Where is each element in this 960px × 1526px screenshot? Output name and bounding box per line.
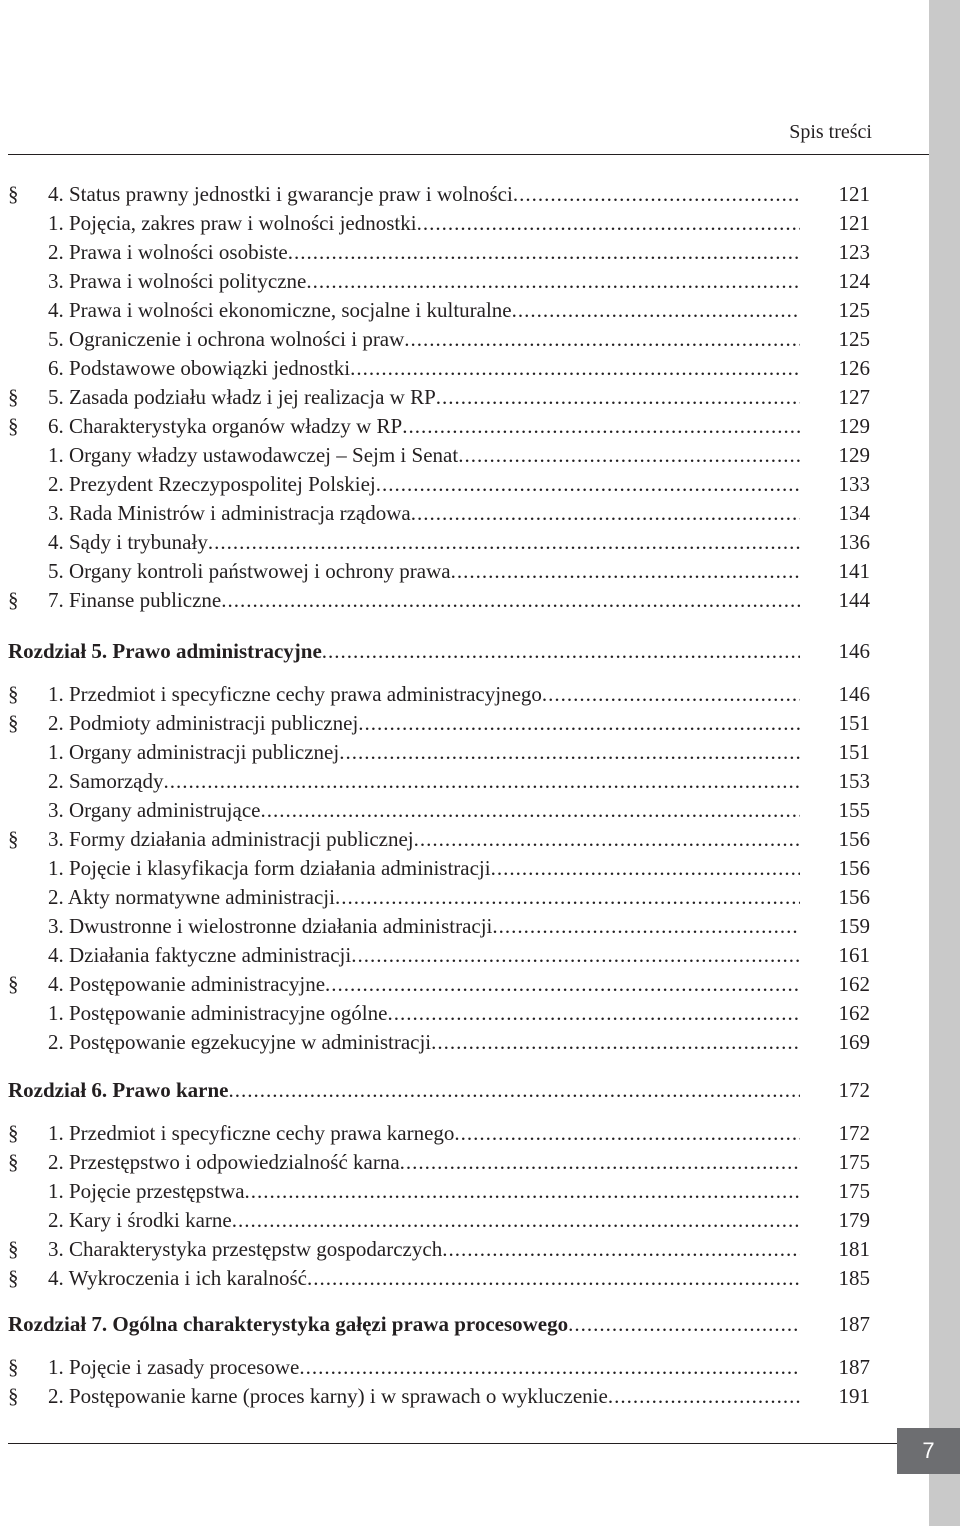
toc-entry-label: 2. Postępowanie egzekucyjne w administracji (48, 1030, 432, 1054)
toc-entry-label: 2. Prawa i wolności osobiste (48, 240, 288, 264)
toc-page-number: 153 (838, 769, 870, 793)
toc-entry-title (8, 1028, 431, 1057)
toc-entry[interactable] (8, 738, 870, 767)
toc-page-number: 144 (838, 588, 870, 612)
footer-rule (8, 1443, 929, 1444)
toc-entry[interactable] (8, 854, 870, 883)
dot-leader (306, 267, 800, 296)
toc-entry[interactable] (8, 1264, 870, 1293)
dot-leader (232, 1206, 800, 1235)
toc-entry[interactable] (8, 941, 870, 970)
toc-chapter-entry[interactable] (8, 1310, 870, 1339)
toc-page-number: 172 (838, 1121, 870, 1145)
toc-entry-title (8, 970, 325, 999)
dot-leader (208, 528, 800, 557)
toc-entry[interactable] (8, 354, 870, 383)
toc-entry-title (8, 441, 458, 470)
toc-entry-label: 2. Postępowanie karne (proces karny) i w sprawach o wykluczenie (48, 1384, 608, 1408)
toc-entry[interactable] (8, 970, 870, 999)
toc-entry[interactable] (8, 296, 870, 325)
dot-leader (288, 238, 800, 267)
toc-entry-title (8, 238, 288, 267)
toc-entry[interactable] (8, 1235, 870, 1264)
toc-entry-title (8, 738, 339, 767)
toc-entry-title (8, 209, 417, 238)
toc-entry-title (8, 1177, 245, 1206)
dot-leader (350, 354, 800, 383)
toc-entry-title (8, 1310, 568, 1339)
dot-leader (387, 999, 800, 1028)
dot-leader (512, 296, 800, 325)
section-symbol: § (8, 1237, 19, 1261)
dot-leader (542, 680, 800, 709)
toc-entry-label: Rozdział 7. Ogólna charakterystyka gałęzi prawa procesowego (8, 1312, 569, 1336)
toc-page-number: 121 (838, 211, 870, 235)
toc-page-number: 156 (838, 827, 870, 851)
toc-entry[interactable] (8, 1353, 870, 1382)
toc-page-number: 141 (838, 559, 870, 583)
toc-entry-label: 4. Prawa i wolności ekonomiczne, socjalne i kulturalne (48, 298, 512, 322)
toc-entry-label: 4. Status prawny jednostki i gwarancje praw i wolności (48, 182, 513, 206)
toc-entry-label: 2. Kary i środki karne (48, 1208, 232, 1232)
toc-entry-title (8, 354, 350, 383)
dot-leader (339, 738, 800, 767)
dot-leader (442, 1235, 800, 1264)
toc-page-number: 125 (838, 327, 870, 351)
toc-page-number: 187 (838, 1355, 870, 1379)
toc-entry[interactable] (8, 912, 870, 941)
toc-entry[interactable] (8, 825, 870, 854)
toc-entry[interactable] (8, 709, 870, 738)
toc-page-number: 136 (838, 530, 870, 554)
toc-entry-label: 3. Dwustronne i wielostronne działania administracji (48, 914, 493, 938)
toc-page-number: 121 (838, 182, 870, 206)
toc-page-number: 155 (838, 798, 870, 822)
toc-entry[interactable] (8, 499, 870, 528)
toc-page-number: 156 (838, 856, 870, 880)
toc-entry-label: 3. Formy działania administracji publicznej (48, 827, 414, 851)
toc-entry-label: 5. Zasada podziału władz i jej realizacja w RP (48, 385, 436, 409)
toc-entry[interactable] (8, 325, 870, 354)
toc-entry[interactable] (8, 412, 870, 441)
dot-leader (568, 1310, 800, 1339)
toc-entry-label: 4. Postępowanie administracyjne (48, 972, 326, 996)
toc-page-number: 123 (838, 240, 870, 264)
toc-entry-title (8, 767, 163, 796)
toc-page-number: 161 (838, 943, 870, 967)
toc-entry-title (8, 941, 351, 970)
toc-page-number: 129 (838, 414, 870, 438)
toc-entry-label: 1. Pojęcie i zasady procesowe (48, 1355, 300, 1379)
running-head: Spis treści (789, 121, 872, 143)
toc-page-number: 129 (838, 443, 870, 467)
toc-page-number: 146 (838, 639, 870, 663)
toc-entry[interactable] (8, 883, 870, 912)
toc-entry[interactable] (8, 557, 870, 586)
toc-entry-label: 6. Charakterystyka organów władzy w RP (48, 414, 403, 438)
toc-entry[interactable] (8, 470, 870, 499)
toc-entry-label: 2. Prezydent Rzeczypospolitej Polskiej (48, 472, 376, 496)
dot-leader (414, 825, 800, 854)
section-symbol: § (8, 1121, 19, 1145)
section-symbol: § (8, 1266, 19, 1290)
toc-entry-label: 2. Przestępstwo i odpowiedzialność karna (48, 1150, 400, 1174)
toc-page-number: 179 (838, 1208, 870, 1232)
toc-entry-label: Rozdział 5. Prawo administracyjne (8, 639, 322, 663)
toc-entry-title (8, 470, 376, 499)
toc-entry[interactable] (8, 680, 870, 709)
toc-entry-title (8, 1353, 299, 1382)
toc-entry[interactable] (8, 1382, 870, 1411)
toc-entry-label: 5. Ograniczenie i ochrona wolności i praw (48, 327, 405, 351)
toc-entry-title (8, 912, 492, 941)
toc-entry-title (8, 796, 260, 825)
dot-leader (417, 209, 800, 238)
toc-entry[interactable] (8, 796, 870, 825)
toc-entry-title (8, 1119, 454, 1148)
toc-page-number: 159 (838, 914, 870, 938)
toc-entry-label: 1. Przedmiot i specyficzne cechy prawa administracyjnego (48, 682, 542, 706)
dot-leader (260, 796, 800, 825)
dot-leader (513, 180, 800, 209)
toc-entry-label: 1. Postępowanie administracyjne ogólne (48, 1001, 388, 1025)
toc-page-number: 172 (838, 1078, 870, 1102)
dot-leader (431, 1028, 800, 1057)
toc-entry-label: 5. Organy kontroli państwowej i ochrony prawa (48, 559, 451, 583)
toc-entry[interactable] (8, 1148, 870, 1177)
dot-leader (492, 912, 800, 941)
toc-entry[interactable] (8, 238, 870, 267)
dot-leader (307, 1264, 800, 1293)
toc-entry-title (8, 499, 411, 528)
toc-entry-label: 1. Pojęcie przestępstwa (48, 1179, 245, 1203)
toc-page-number: 162 (838, 1001, 870, 1025)
toc-page-number: 181 (838, 1237, 870, 1261)
toc-entry-title (8, 325, 404, 354)
toc-entry-label: 2. Podmioty administracji publicznej (48, 711, 359, 735)
toc-entry[interactable] (8, 441, 870, 470)
toc-entry-label: 1. Pojęcie i klasyfikacja form działania administracji (48, 856, 491, 880)
toc-page-number: 185 (838, 1266, 870, 1290)
toc-entry-title (8, 1235, 442, 1264)
dot-leader (608, 1382, 800, 1411)
toc-entry[interactable] (8, 528, 870, 557)
dot-leader (402, 412, 800, 441)
toc-page-number: 125 (838, 298, 870, 322)
toc-page-number: 187 (838, 1312, 870, 1336)
dot-leader (400, 1148, 800, 1177)
toc-entry-title (8, 1264, 307, 1293)
section-symbol: § (8, 711, 19, 735)
dot-leader (228, 1076, 800, 1105)
toc-entry-title (8, 528, 208, 557)
section-symbol: § (8, 1384, 19, 1408)
side-margin-tab (929, 0, 960, 1526)
toc-entry-label: 3. Rada Ministrów i administracja rządowa (48, 501, 411, 525)
toc-page-number: 162 (838, 972, 870, 996)
toc-entry-label: 1. Organy władzy ustawodawczej – Sejm i Senat (48, 443, 459, 467)
toc-entry-label: Rozdział 6. Prawo karne (8, 1078, 229, 1102)
toc-page-number: 127 (838, 385, 870, 409)
toc-entry-label: 1. Pojęcia, zakres praw i wolności jednostki (48, 211, 417, 235)
section-symbol: § (8, 414, 19, 438)
toc-entry-title (8, 1076, 228, 1105)
toc-page-number: 191 (838, 1384, 870, 1408)
toc-entry[interactable] (8, 267, 870, 296)
dot-leader (491, 854, 800, 883)
toc-entry-title (8, 180, 513, 209)
toc-entry-label: 3. Charakterystyka przestępstw gospodarczych (48, 1237, 443, 1261)
section-symbol: § (8, 385, 19, 409)
dot-leader (404, 325, 800, 354)
toc-page-number: 133 (838, 472, 870, 496)
toc-entry[interactable] (8, 1028, 870, 1057)
dot-leader (163, 767, 800, 796)
toc-entry-label: 6. Podstawowe obowiązki jednostki (48, 356, 351, 380)
toc-page-number: 146 (838, 682, 870, 706)
toc-entry[interactable] (8, 999, 870, 1028)
toc-entry[interactable] (8, 383, 870, 412)
dot-leader (335, 883, 800, 912)
dot-leader (411, 499, 800, 528)
toc-page-number: 134 (838, 501, 870, 525)
toc-entry[interactable] (8, 1119, 870, 1148)
toc-entry-label: 2. Akty normatywne administracji (48, 885, 335, 909)
toc-page-number: 156 (838, 885, 870, 909)
dot-leader (299, 1353, 800, 1382)
toc-entry-title (8, 680, 542, 709)
toc-entry-title (8, 883, 335, 912)
toc-entry-title (8, 557, 451, 586)
dot-leader (322, 637, 800, 666)
toc-entry-title (8, 854, 491, 883)
toc-entry-title (8, 586, 221, 615)
toc-entry-label: 1. Organy administracji publicznej (48, 740, 340, 764)
toc-entry-title (8, 1148, 400, 1177)
page-number: 7 (897, 1428, 960, 1474)
toc-entry-label: 4. Wykroczenia i ich karalność (48, 1266, 307, 1290)
toc-entry[interactable] (8, 767, 870, 796)
toc-page-number: 151 (838, 740, 870, 764)
dot-leader (245, 1177, 800, 1206)
toc-entry-label: 7. Finanse publiczne (48, 588, 222, 612)
section-symbol: § (8, 682, 19, 706)
toc-chapter-entry[interactable] (8, 1076, 870, 1105)
toc-entry-title (8, 999, 387, 1028)
toc-entry-title (8, 383, 436, 412)
toc-entry-title (8, 267, 306, 296)
section-symbol: § (8, 972, 19, 996)
toc-entry[interactable] (8, 1206, 870, 1235)
toc-entry[interactable] (8, 1177, 870, 1206)
dot-leader (376, 470, 800, 499)
toc-page-number: 151 (838, 711, 870, 735)
toc-entry-title (8, 1206, 232, 1235)
toc-page-number: 175 (838, 1179, 870, 1203)
toc-entry-label: 4. Działania faktyczne administracji (48, 943, 352, 967)
dot-leader (325, 970, 800, 999)
toc-chapter-entry[interactable] (8, 637, 870, 666)
dot-leader (358, 709, 800, 738)
toc-entry-label: 3. Prawa i wolności polityczne (48, 269, 307, 293)
dot-leader (454, 1119, 800, 1148)
toc-page-number: 175 (838, 1150, 870, 1174)
toc-page-number: 169 (838, 1030, 870, 1054)
toc-entry-title (8, 637, 322, 666)
dot-leader (451, 557, 800, 586)
section-symbol: § (8, 827, 19, 851)
dot-leader (351, 941, 800, 970)
toc-entry[interactable] (8, 180, 870, 209)
section-symbol: § (8, 1355, 19, 1379)
dot-leader (458, 441, 800, 470)
dot-leader (436, 383, 800, 412)
toc-entry-label: 4. Sądy i trybunały (48, 530, 208, 554)
toc-entry[interactable] (8, 586, 870, 615)
toc-page-number: 124 (838, 269, 870, 293)
toc-entry-title (8, 296, 512, 325)
toc-entry-title (8, 412, 402, 441)
section-symbol: § (8, 588, 19, 612)
toc-entry-title (8, 825, 414, 854)
section-symbol: § (8, 1150, 19, 1174)
toc-page-number: 126 (838, 356, 870, 380)
toc-entry-title (8, 709, 358, 738)
dot-leader (221, 586, 800, 615)
toc-entry-label: 2. Samorządy (48, 769, 164, 793)
toc-entry-label: 1. Przedmiot i specyficzne cechy prawa karnego (48, 1121, 455, 1145)
section-symbol: § (8, 182, 19, 206)
toc-entry-label: 3. Organy administrujące (48, 798, 261, 822)
toc-entry-title (8, 1382, 608, 1411)
toc-entry[interactable] (8, 209, 870, 238)
